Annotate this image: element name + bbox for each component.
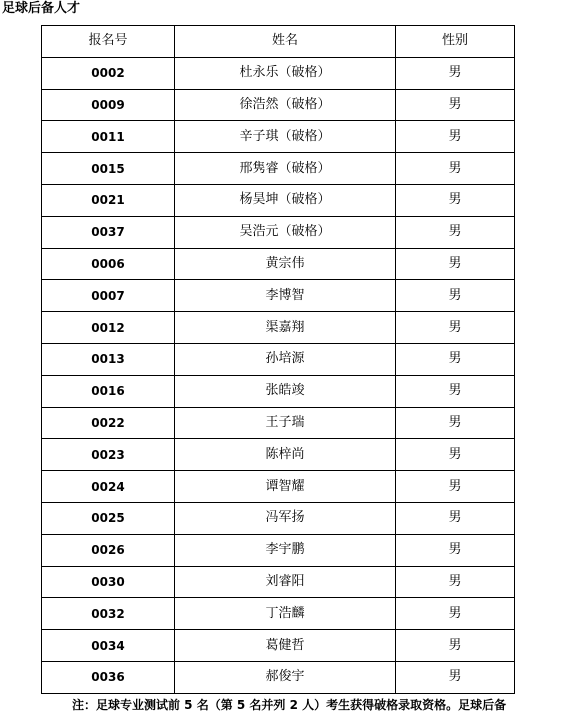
- name-cell: 孙培源: [175, 343, 396, 375]
- table-row: [42, 153, 515, 185]
- name-cell: 谭智耀: [175, 471, 396, 503]
- gender-cell: 男: [396, 248, 515, 280]
- registration-number-cell: 0023: [42, 439, 175, 471]
- registration-number-cell: 0034: [42, 630, 175, 662]
- registration-number-cell: 0026: [42, 534, 175, 566]
- gender-cell: 男: [396, 566, 515, 598]
- gender-cell: 男: [396, 439, 515, 471]
- name-cell: 徐浩然（破格）: [175, 89, 396, 121]
- registration-number-cell: 0002: [42, 57, 175, 89]
- name-cell: 刘睿阳: [175, 566, 396, 598]
- gender-cell: 男: [396, 280, 515, 312]
- name-cell: 杜永乐（破格）: [175, 57, 396, 89]
- registration-number-cell: 0009: [42, 89, 175, 121]
- document-title: 足球后备人才: [2, 1, 81, 16]
- table-row: [42, 248, 515, 280]
- gender-cell: 男: [396, 184, 515, 216]
- gender-cell: 男: [396, 216, 515, 248]
- name-cell: 陈梓尚: [175, 439, 396, 471]
- footnote: 注：足球专业测试前 5 名（第 5 名并列 2 人）考生获得破格录取资格。足球后备: [72, 698, 507, 712]
- name-cell: 黄宗伟: [175, 248, 396, 280]
- column-header-gender: 性别: [396, 26, 515, 58]
- name-cell: 王子瑞: [175, 407, 396, 439]
- name-cell: 李博智: [175, 280, 396, 312]
- table-row: [42, 89, 515, 121]
- name-cell: 吴浩元（破格）: [175, 216, 396, 248]
- table-row: [42, 343, 515, 375]
- table-row: [42, 661, 515, 693]
- registration-number-cell: 0011: [42, 121, 175, 153]
- table-row: [42, 407, 515, 439]
- gender-cell: 男: [396, 153, 515, 185]
- name-cell: 张皓竣: [175, 375, 396, 407]
- name-cell: 邢隽睿（破格）: [175, 153, 396, 185]
- gender-cell: 男: [396, 502, 515, 534]
- registration-number-cell: 0012: [42, 312, 175, 344]
- registration-number-cell: 0021: [42, 184, 175, 216]
- registration-number-cell: 0007: [42, 280, 175, 312]
- table-row: [42, 121, 515, 153]
- name-cell: 杨昊坤（破格）: [175, 184, 396, 216]
- gender-cell: 男: [396, 630, 515, 662]
- name-cell: 李宇鹏: [175, 534, 396, 566]
- name-cell: 渠嘉翔: [175, 312, 396, 344]
- table-header-row: [42, 26, 515, 58]
- gender-cell: 男: [396, 471, 515, 503]
- registration-number-cell: 0015: [42, 153, 175, 185]
- gender-cell: 男: [396, 121, 515, 153]
- column-header-registration-number: 报名号: [42, 26, 175, 58]
- table-row: [42, 471, 515, 503]
- table-row: [42, 598, 515, 630]
- candidate-table: [41, 25, 515, 694]
- gender-cell: 男: [396, 598, 515, 630]
- gender-cell: 男: [396, 89, 515, 121]
- registration-number-cell: 0006: [42, 248, 175, 280]
- gender-cell: 男: [396, 534, 515, 566]
- name-cell: 郝俊宇: [175, 661, 396, 693]
- table-row: [42, 184, 515, 216]
- registration-number-cell: 0030: [42, 566, 175, 598]
- table-row: [42, 502, 515, 534]
- column-header-name: 姓名: [175, 26, 396, 58]
- name-cell: 辛子琪（破格）: [175, 121, 396, 153]
- table-row: [42, 630, 515, 662]
- gender-cell: 男: [396, 343, 515, 375]
- gender-cell: 男: [396, 57, 515, 89]
- table-row: [42, 57, 515, 89]
- registration-number-cell: 0037: [42, 216, 175, 248]
- gender-cell: 男: [396, 375, 515, 407]
- registration-number-cell: 0036: [42, 661, 175, 693]
- table-row: [42, 439, 515, 471]
- table-row: [42, 280, 515, 312]
- table-row: [42, 566, 515, 598]
- gender-cell: 男: [396, 407, 515, 439]
- gender-cell: 男: [396, 312, 515, 344]
- registration-number-cell: 0024: [42, 471, 175, 503]
- registration-number-cell: 0025: [42, 502, 175, 534]
- name-cell: 葛健哲: [175, 630, 396, 662]
- registration-number-cell: 0013: [42, 343, 175, 375]
- table-row: [42, 312, 515, 344]
- name-cell: 丁浩麟: [175, 598, 396, 630]
- registration-number-cell: 0016: [42, 375, 175, 407]
- registration-number-cell: 0032: [42, 598, 175, 630]
- table-body: [42, 57, 515, 693]
- registration-number-cell: 0022: [42, 407, 175, 439]
- name-cell: 冯军扬: [175, 502, 396, 534]
- table-row: [42, 375, 515, 407]
- table-row: [42, 216, 515, 248]
- gender-cell: 男: [396, 661, 515, 693]
- table-row: [42, 534, 515, 566]
